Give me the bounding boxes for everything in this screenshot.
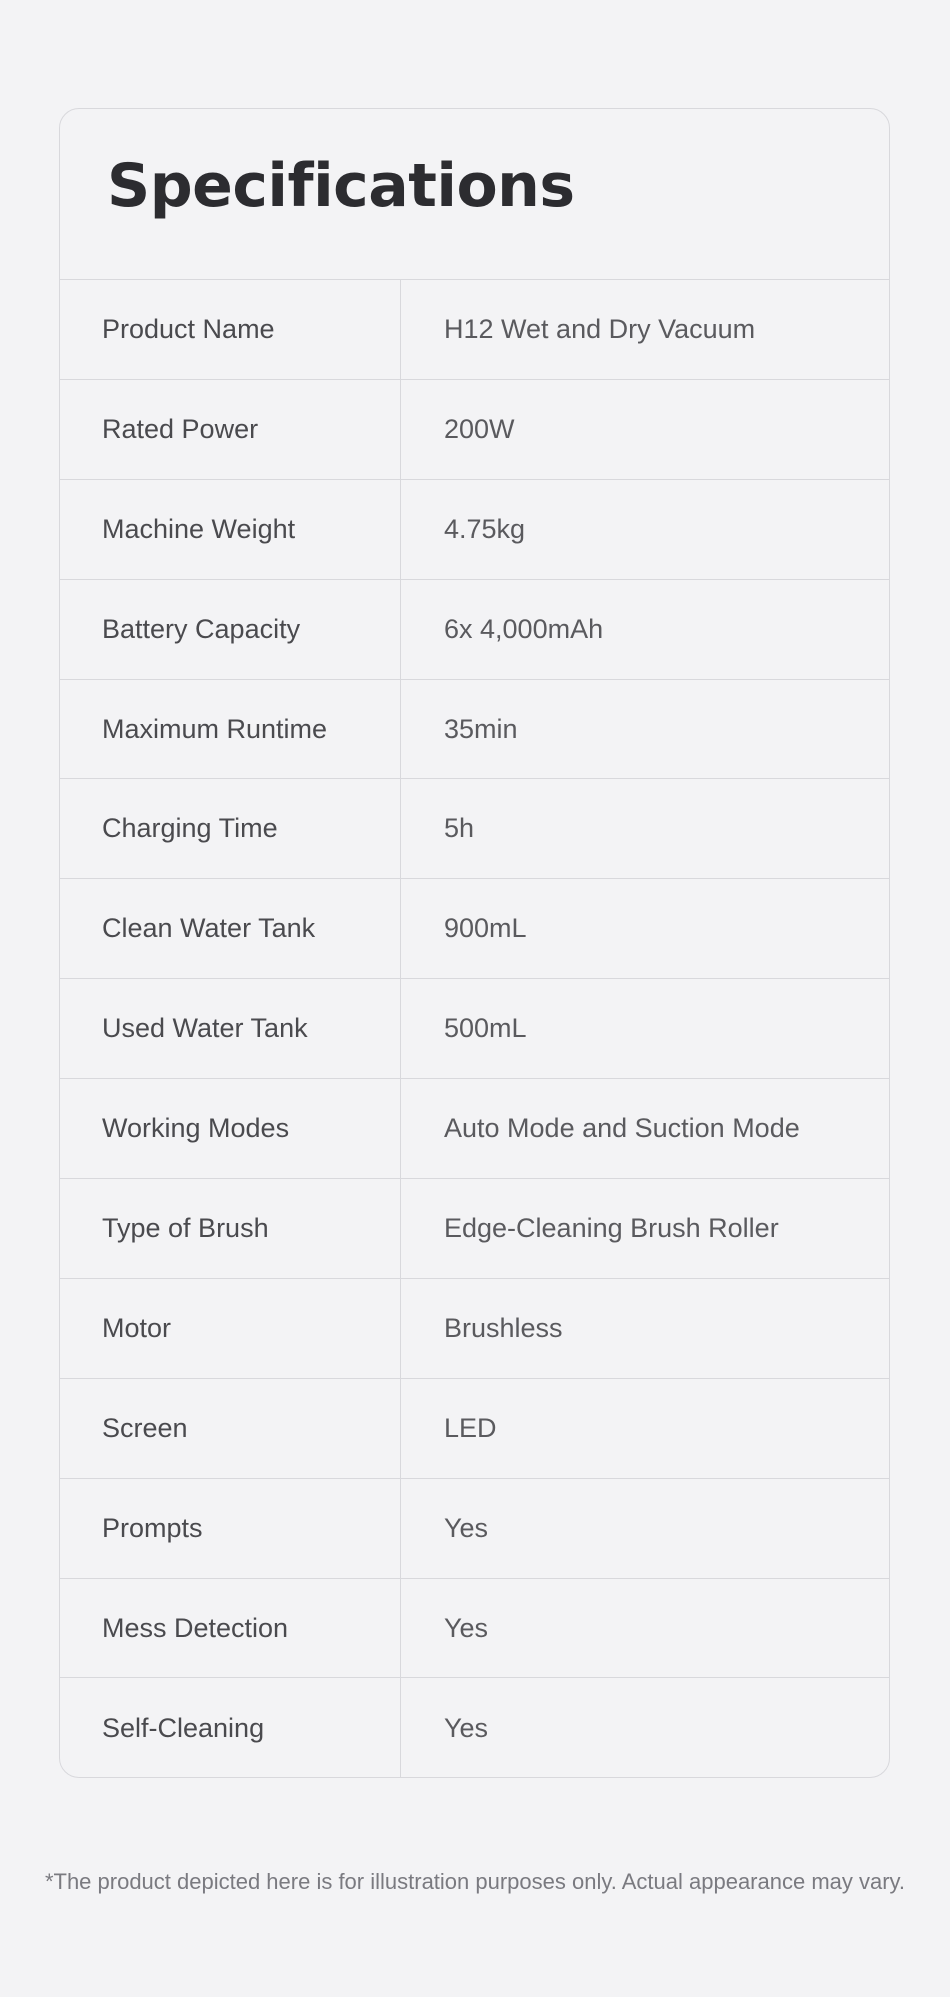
spec-label: Product Name — [60, 280, 401, 379]
spec-label: Type of Brush — [60, 1179, 401, 1278]
spec-value: Edge-Cleaning Brush Roller — [444, 1212, 779, 1243]
table-row — [60, 580, 889, 680]
table-row — [60, 680, 889, 780]
spec-value: 5h — [444, 813, 475, 844]
table-row — [60, 1479, 889, 1579]
spec-value: Auto Mode and Suction Mode — [444, 1113, 800, 1144]
spec-table — [60, 280, 889, 1778]
table-row — [60, 480, 889, 580]
spec-label: Motor — [60, 1279, 401, 1378]
spec-label: Self-Cleaning — [60, 1678, 401, 1778]
spec-value: Yes — [444, 1512, 489, 1543]
table-row — [60, 280, 889, 380]
spec-label: Mess Detection — [60, 1579, 401, 1678]
spec-label: Working Modes — [60, 1079, 401, 1178]
spec-label: Screen — [60, 1379, 401, 1478]
spec-label: Clean Water Tank — [60, 879, 401, 978]
spec-label: Charging Time — [60, 779, 401, 878]
spec-value: 35min — [444, 713, 518, 744]
spec-label: Maximum Runtime — [60, 680, 401, 779]
spec-value: 200W — [444, 413, 515, 444]
spec-value: H12 Wet and Dry Vacuum — [444, 313, 756, 344]
table-row — [60, 1379, 889, 1479]
disclaimer-text: *The product depicted here is for illustration purposes only. Actual appearance may vary. — [44, 1869, 906, 1894]
table-row — [60, 380, 889, 480]
table-row — [60, 979, 889, 1079]
spec-value: 900mL — [444, 913, 527, 944]
spec-value: 4.75kg — [444, 513, 526, 544]
table-row — [60, 779, 889, 879]
spec-label: Machine Weight — [60, 480, 401, 579]
spec-value: 6x 4,000mAh — [444, 613, 604, 644]
table-row — [60, 879, 889, 979]
spec-value: Yes — [444, 1712, 489, 1743]
spec-label: Used Water Tank — [60, 979, 401, 1078]
table-row — [60, 1678, 889, 1778]
table-row — [60, 1279, 889, 1379]
spec-label: Battery Capacity — [60, 580, 401, 679]
table-row — [60, 1179, 889, 1279]
spec-value: Yes — [444, 1612, 489, 1643]
spec-label: Rated Power — [60, 380, 401, 479]
spec-value: 500mL — [444, 1013, 527, 1044]
spec-value: LED — [444, 1412, 497, 1443]
table-row — [60, 1079, 889, 1179]
specifications-card — [59, 108, 890, 1778]
spec-label: Prompts — [60, 1479, 401, 1578]
page-title: Specifications — [60, 109, 889, 280]
table-row — [60, 1579, 889, 1679]
spec-value: Brushless — [444, 1312, 563, 1343]
